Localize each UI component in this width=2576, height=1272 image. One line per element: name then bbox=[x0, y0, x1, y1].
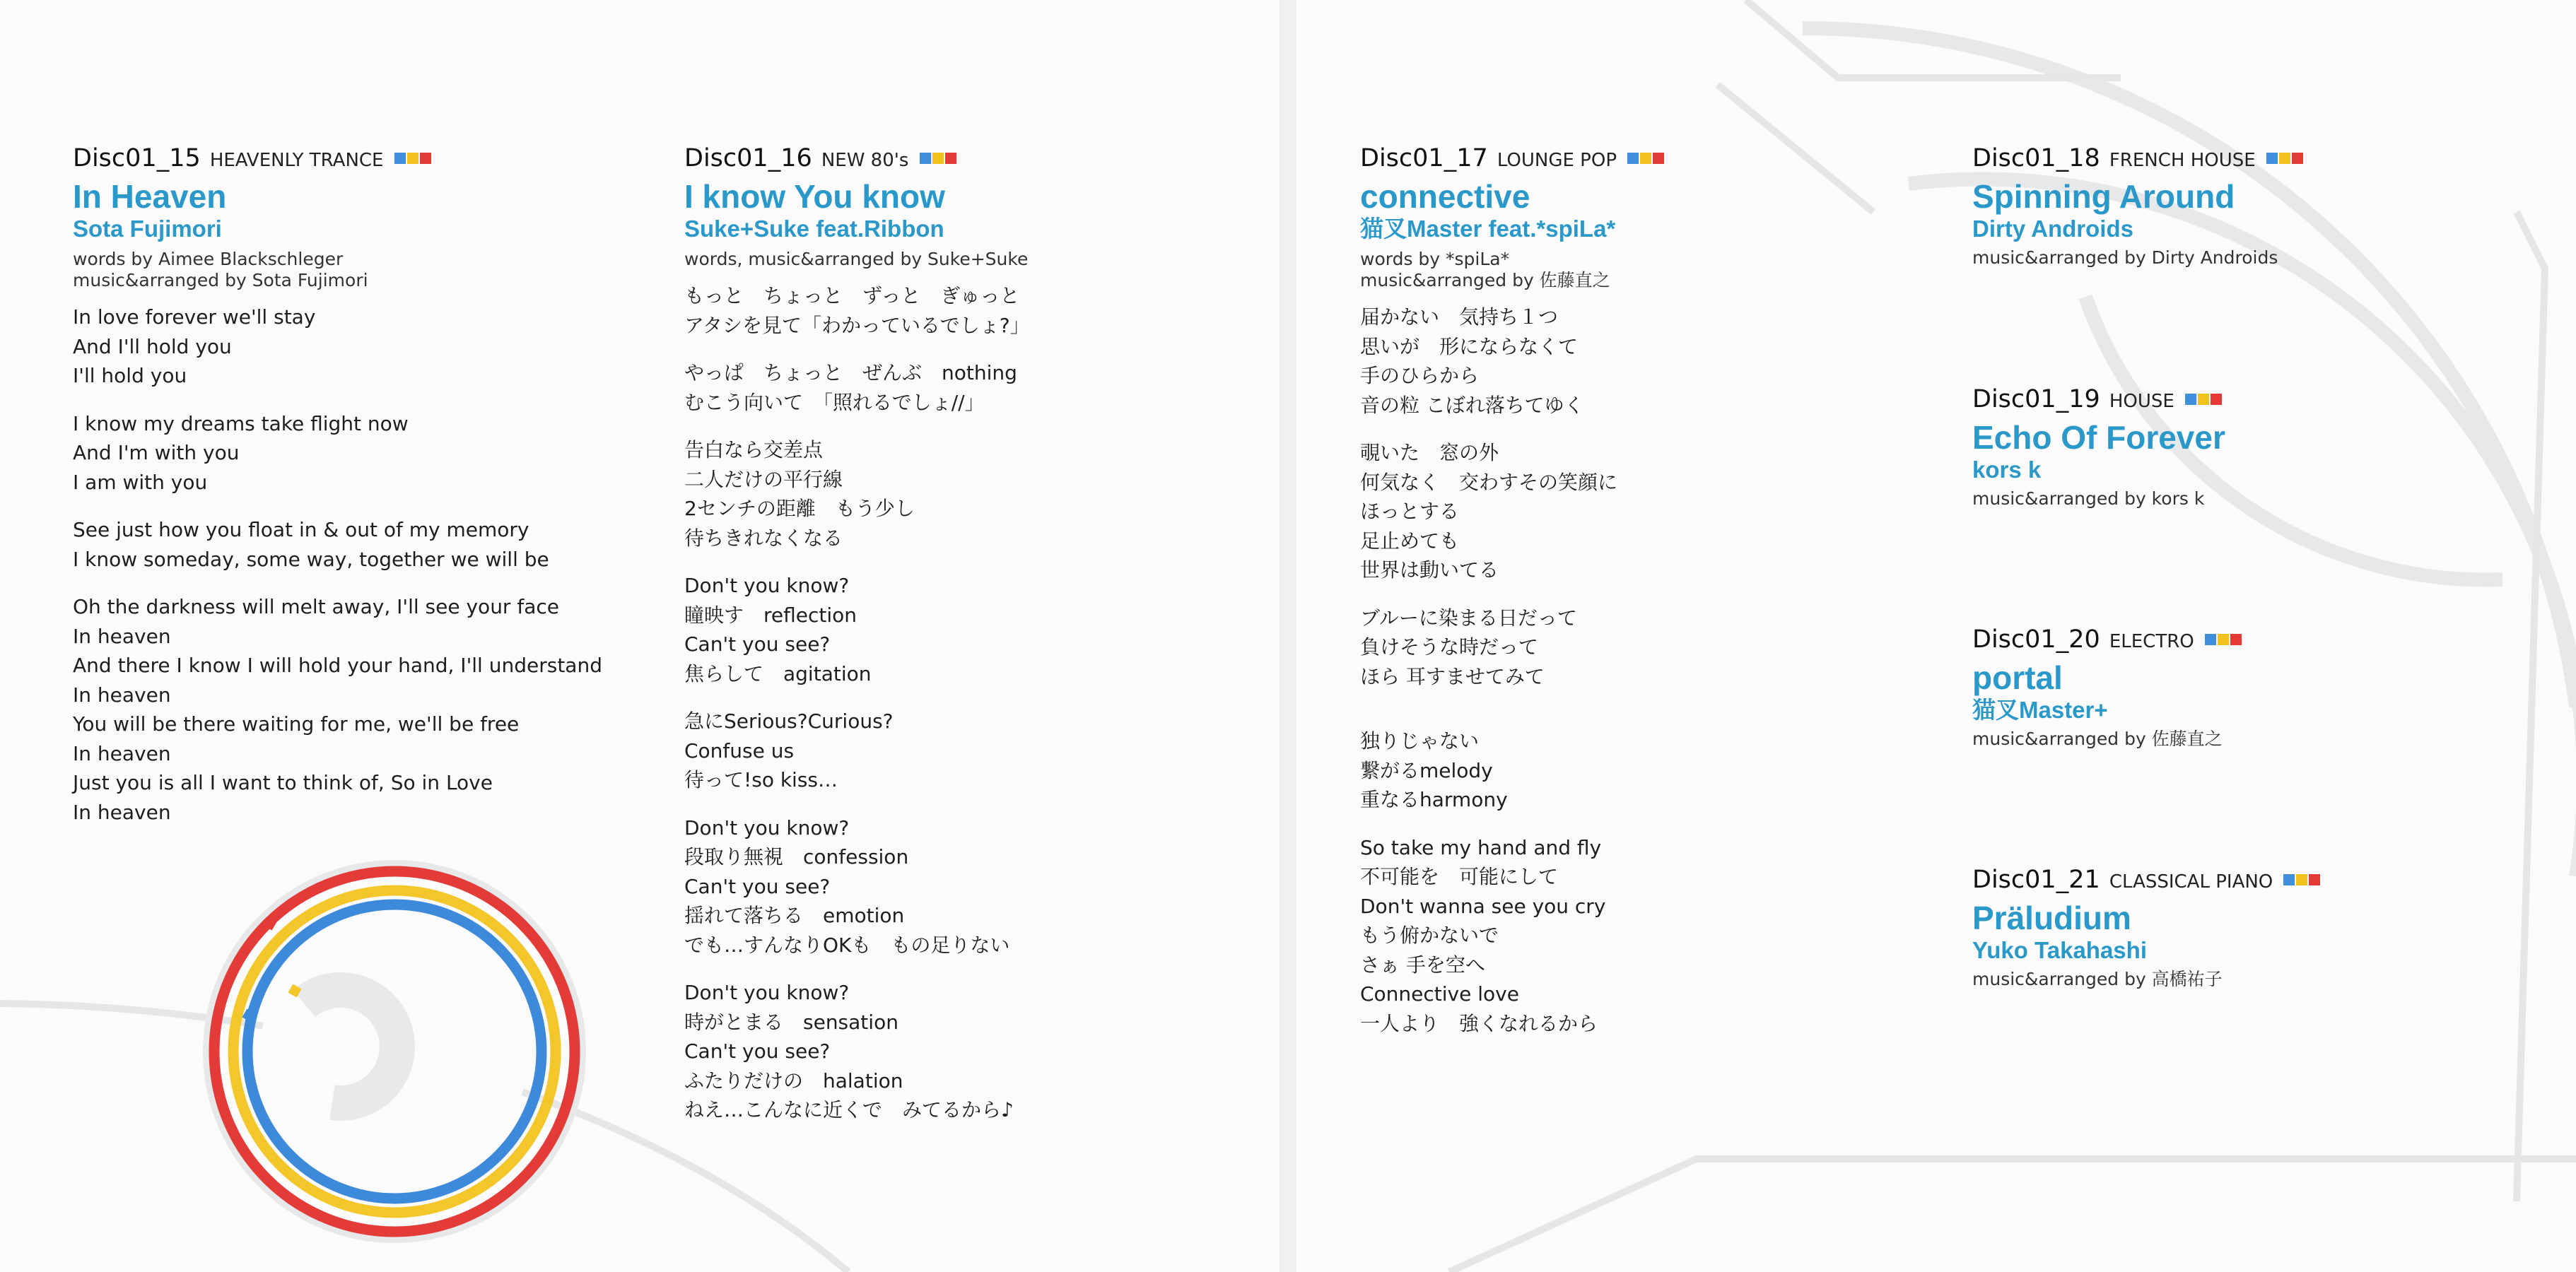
lyrics-stanza bbox=[1360, 302, 1897, 420]
lyrics-stanza bbox=[73, 409, 610, 497]
genre-label: ELECTRO bbox=[2109, 631, 2194, 652]
track-artist: 猫叉Master+ bbox=[1972, 697, 2108, 723]
lyrics-stanza bbox=[1360, 438, 1897, 585]
lyric-line: ねえ…こんなに近くで みてるから♪ bbox=[684, 1098, 1014, 1121]
track-column-16 bbox=[684, 144, 1222, 1143]
lyric-line: 世界は動いてる bbox=[1360, 558, 1499, 582]
track-artist: kors k bbox=[1972, 457, 2042, 483]
lyric-line: 独りじゃない bbox=[1360, 729, 1480, 753]
track-title: Echo Of Forever bbox=[1972, 419, 2225, 456]
disc-number: Disc01_21 bbox=[1972, 866, 2100, 894]
lyric-line: I am with you bbox=[73, 470, 208, 494]
color-square-yellow bbox=[2279, 153, 2290, 164]
lyric-line: 重なるharmony bbox=[1360, 788, 1508, 811]
credit-line: music&arranged by kors k bbox=[1972, 488, 2205, 509]
lyric-line: 時がとまる sensation bbox=[684, 1010, 898, 1034]
lyric-line: Don't you know? bbox=[684, 574, 850, 597]
lyrics-stanza bbox=[684, 358, 1222, 417]
color-square-yellow bbox=[407, 153, 418, 164]
color-square-yellow bbox=[2296, 874, 2307, 885]
track-artist: Yuko Takahashi bbox=[1972, 937, 2147, 963]
lyric-line: See just how you float in & out of my memory bbox=[73, 518, 529, 541]
color-square-blue bbox=[2283, 874, 2295, 885]
lyric-line: 思いが 形にならなくて bbox=[1360, 334, 1579, 358]
disc-number: Disc01_16 bbox=[684, 144, 812, 172]
lyric-line: 負けそうな時だって bbox=[1360, 635, 1539, 659]
lyric-line: 一人より 強くなれるから bbox=[1360, 1011, 1598, 1035]
credit-line: words by Aimee Blackschleger bbox=[73, 249, 344, 269]
track-column-17 bbox=[1360, 144, 1897, 1056]
lyric-line: You will be there waiting for me, we'll be free bbox=[73, 712, 520, 736]
track-header bbox=[1972, 866, 2467, 898]
track-header bbox=[1972, 144, 2467, 177]
lyric-line: もっと ちょっと ずっと ぎゅっと bbox=[684, 284, 1020, 307]
track-title: Spinning Around bbox=[1972, 178, 2235, 215]
ring-emblem bbox=[207, 864, 582, 1239]
credit-line: words by *spiLa* bbox=[1360, 249, 1510, 269]
lyrics-stanza bbox=[684, 707, 1222, 795]
lyric-line: So take my hand and fly bbox=[1360, 835, 1602, 859]
track-title: connective bbox=[1360, 178, 1530, 215]
color-square-yellow bbox=[2198, 394, 2209, 405]
disc-number: Disc01_19 bbox=[1972, 385, 2100, 413]
lyric-line: 瞳映す reflection bbox=[684, 603, 857, 627]
track-header bbox=[1972, 625, 2467, 658]
track-column-15 bbox=[73, 144, 610, 845]
lyric-line: 告白なら交差点 bbox=[684, 438, 824, 461]
credit-line: music&arranged by Dirty Androids bbox=[1972, 247, 2278, 268]
lyric-line: Confuse us bbox=[684, 738, 795, 762]
lyric-line: Can't you see? bbox=[684, 874, 831, 898]
track-header bbox=[1972, 385, 2467, 418]
genre-label: FRENCH HOUSE bbox=[2109, 150, 2256, 171]
lyric-line: Can't you see? bbox=[684, 632, 831, 656]
lyric-line: In heaven bbox=[73, 800, 171, 824]
disc-number: Disc01_15 bbox=[73, 144, 201, 172]
color-square-red bbox=[2292, 153, 2303, 164]
genre-label: LOUNGE POP bbox=[1497, 150, 1617, 171]
genre-label: HEAVENLY TRANCE bbox=[209, 150, 384, 171]
lyric-line: 焦らして agitation bbox=[684, 661, 872, 685]
lyric-line: I'll hold you bbox=[73, 364, 187, 387]
lyric-line: I know someday, some way, together we will be bbox=[73, 547, 549, 571]
lyrics-stanza bbox=[1360, 726, 1897, 815]
lyric-line: Don't you know? bbox=[684, 815, 850, 840]
track-block-18 bbox=[1972, 144, 2467, 269]
track-artist: Sota Fujimori bbox=[73, 216, 222, 242]
lyrics-stanza bbox=[684, 281, 1222, 340]
color-square-red bbox=[2309, 874, 2320, 885]
lyric-line: Just you is all I want to think of, So in Love bbox=[73, 771, 493, 794]
credit-line: music&arranged by 高橋祐子 bbox=[1972, 969, 2223, 989]
lyrics-stanza bbox=[684, 571, 1222, 688]
disc-number: Disc01_18 bbox=[1972, 144, 2100, 172]
color-square-red bbox=[2230, 634, 2242, 645]
genre-label: CLASSICAL PIANO bbox=[2109, 871, 2273, 893]
color-square-red bbox=[2211, 394, 2222, 405]
track-credits bbox=[684, 249, 1222, 270]
lyric-line: 段取り無視 confession bbox=[684, 845, 909, 868]
credit-line: music&arranged by 佐藤直之 bbox=[1972, 729, 2223, 749]
lyric-line: さぁ 手を空へ bbox=[1360, 953, 1485, 977]
lyrics-stanza bbox=[1360, 833, 1897, 1039]
disc-number: Disc01_17 bbox=[1360, 144, 1488, 172]
track-header bbox=[1360, 144, 1897, 177]
lyric-line: And I'll hold you bbox=[73, 334, 232, 358]
lyric-line: もう俯かないで bbox=[1360, 924, 1499, 947]
lyric-line: 届かない 気持ち１つ bbox=[1360, 305, 1559, 329]
lyric-line: In love forever we'll stay bbox=[73, 305, 316, 329]
color-square-yellow bbox=[2218, 634, 2229, 645]
lyric-line: Connective love bbox=[1360, 982, 1519, 1006]
lyric-line: 揺れて落ちる emotion bbox=[684, 904, 905, 927]
genre-label: NEW 80's bbox=[821, 150, 909, 171]
lyrics-stanza bbox=[684, 978, 1222, 1125]
lyrics-stanza bbox=[73, 592, 610, 827]
track-title: In Heaven bbox=[73, 178, 227, 215]
track-block-21 bbox=[1972, 866, 2467, 990]
lyric-line: 何気なく 交わすその笑顔に bbox=[1360, 470, 1618, 494]
color-square-blue bbox=[2205, 634, 2216, 645]
lyrics-stanza bbox=[684, 813, 1222, 960]
track-header bbox=[684, 144, 1222, 177]
lyrics-stanza bbox=[684, 435, 1222, 553]
color-square-blue bbox=[394, 153, 406, 164]
color-square-blue bbox=[1627, 153, 1639, 164]
lyric-line: 待ちきれなくなる bbox=[684, 526, 843, 550]
color-square-yellow bbox=[1640, 153, 1651, 164]
color-square-red bbox=[945, 153, 956, 164]
color-square-blue bbox=[2185, 394, 2196, 405]
lyrics-stanza bbox=[73, 302, 610, 391]
color-square-red bbox=[1653, 153, 1664, 164]
lyric-line: ふたりだけの halation bbox=[684, 1068, 903, 1093]
lyric-line: Can't you see? bbox=[684, 1040, 831, 1063]
credit-line: words, music&arranged by Suke+Suke bbox=[684, 249, 1029, 269]
lyric-line: でも…すんなりOKも もの足りない bbox=[684, 933, 1010, 957]
lyric-line: 手のひらから bbox=[1360, 364, 1480, 387]
lyric-line: ブルーに染まる日だって bbox=[1360, 606, 1577, 630]
genre-label: HOUSE bbox=[2109, 391, 2174, 412]
color-square-blue bbox=[2266, 153, 2278, 164]
lyric-line: やっぱ ちょっと ぜんぶ nothing bbox=[684, 361, 1017, 384]
track-credits bbox=[73, 249, 610, 291]
lyric-line: 繋がるmelody bbox=[1360, 758, 1493, 782]
lyrics-stanza bbox=[73, 515, 610, 574]
lyric-line: 音の粒 こぼれ落ちてゆく bbox=[1360, 393, 1584, 417]
lyric-line: 不可能を 可能にして bbox=[1360, 865, 1559, 888]
lyric-line: In heaven bbox=[73, 741, 171, 765]
disc-number: Disc01_20 bbox=[1972, 625, 2100, 654]
color-square-red bbox=[420, 153, 431, 164]
track-artist: 猫叉Master feat.*spiLa* bbox=[1360, 216, 1616, 242]
lyric-line: アタシを見て「わかっているでしょ?」 bbox=[684, 313, 1030, 337]
lyric-line: 急にSerious?Curious? bbox=[684, 709, 894, 733]
lyrics-stanza bbox=[1360, 603, 1897, 692]
track-title: Präludium bbox=[1972, 900, 2131, 936]
lyric-line: 覗いた 窓の外 bbox=[1360, 441, 1499, 464]
track-credits bbox=[1360, 249, 1897, 291]
lyric-line: ほら 耳すませてみて bbox=[1360, 664, 1545, 688]
color-square-yellow bbox=[932, 153, 944, 164]
lyric-line: Oh the darkness will melt away, I'll see your face bbox=[73, 595, 559, 618]
credit-line: music&arranged by 佐藤直之 bbox=[1360, 270, 1610, 290]
track-artist: Suke+Suke feat.Ribbon bbox=[684, 216, 944, 242]
lyric-line: 2センチの距離 もう少し bbox=[684, 497, 915, 520]
lyric-line: 二人だけの平行線 bbox=[684, 467, 843, 491]
lyric-line: In heaven bbox=[73, 683, 171, 707]
track-block-20 bbox=[1972, 625, 2467, 750]
track-block-19 bbox=[1972, 385, 2467, 510]
lyric-line: むこう向いて 「照れるでしょ//」 bbox=[684, 390, 985, 414]
lyric-line: Don't wanna see you cry bbox=[1360, 894, 1606, 918]
lyric-line: I know my dreams take flight now bbox=[73, 411, 409, 435]
center-fold bbox=[1280, 0, 1296, 1272]
lyric-line: And there I know I will hold your hand, I'll understand bbox=[73, 654, 602, 677]
credit-line: music&arranged by Sota Fujimori bbox=[73, 270, 368, 290]
track-header bbox=[73, 144, 610, 177]
track-title: portal bbox=[1972, 659, 2063, 696]
lyric-line: And I'm with you bbox=[73, 441, 240, 464]
lyric-line: ほっとする bbox=[1360, 500, 1460, 523]
lyric-line: 待って!so kiss… bbox=[684, 768, 838, 791]
track-artist: Dirty Androids bbox=[1972, 216, 2133, 242]
lyric-line: 足止めても bbox=[1360, 529, 1460, 553]
lyric-line: Don't you know? bbox=[684, 981, 850, 1004]
lyric-line: In heaven bbox=[73, 624, 171, 648]
color-square-blue bbox=[920, 153, 931, 164]
track-title: I know You know bbox=[684, 178, 945, 215]
